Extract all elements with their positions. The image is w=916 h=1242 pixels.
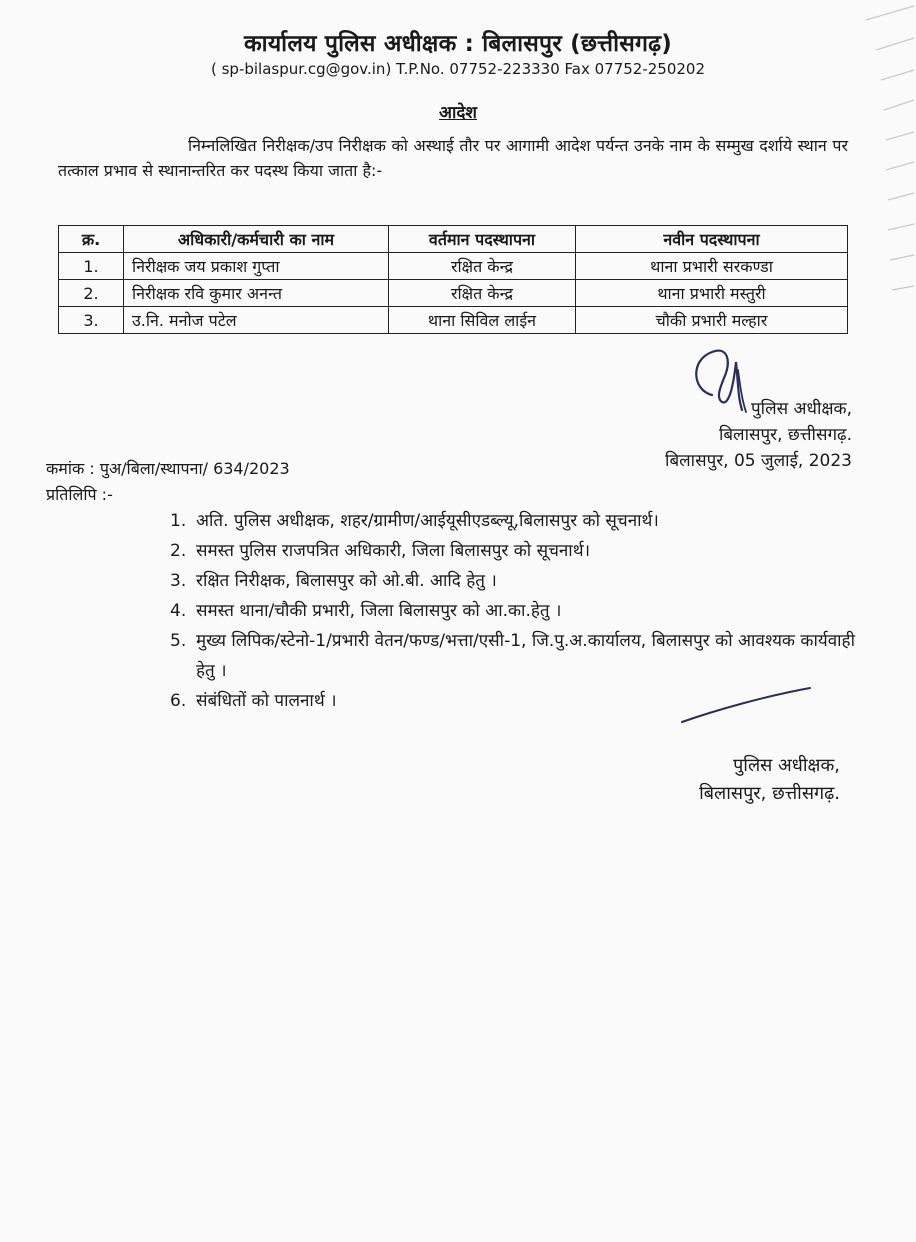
list-item [170, 596, 870, 626]
list-item-text: मुख्य लिपिक/स्टेनो-1/प्रभारी वेतन/फण्ड/भत्ता/एसी-1, जि.पु.अ.कार्यालय, बिलासपुर को आवश्यक कार्यवाही हेतु । [196, 631, 855, 681]
row-num: 3. [59, 307, 124, 334]
table-header-row [59, 226, 848, 253]
signatory-2-designation: पुलिस अधीक्षक, [733, 755, 840, 776]
signatory-1-designation: पुलिस अधीक्षक, [751, 399, 852, 419]
row-current: रक्षित केन्द्र [389, 280, 576, 307]
list-item-text: संबंधितों को पालनार्थ । [196, 691, 337, 711]
list-item-num: 4. [170, 601, 187, 621]
signature-mark-2-icon [676, 686, 816, 726]
list-item-text: समस्त पुलिस राजपत्रित अधिकारी, जिला बिलासपुर को सूचनार्थ। [196, 541, 591, 561]
row-name: निरीक्षक रवि कुमार अनन्त [124, 280, 389, 307]
row-num: 1. [59, 253, 124, 280]
reference-number: कमांक : पुअ/बिला/स्थापना/ 634/2023 [46, 459, 290, 478]
transfer-table [58, 225, 848, 334]
signatory-block-2 [600, 752, 840, 808]
header-new: नवीन पदस्थापना [576, 226, 848, 253]
office-title: कार्यालय पुलिस अधीक्षक : बिलासपुर (छत्तीसगढ़) [244, 31, 672, 57]
row-new: थाना प्रभारी मस्तुरी [576, 280, 848, 307]
office-contact: ( sp-bilaspur.cg@gov.in) T.P.No. 07752-223330 Fax 07752-250202 [211, 60, 705, 78]
row-num: 2. [59, 280, 124, 307]
list-item [170, 506, 870, 536]
list-item-text: रक्षित निरीक्षक, बिलासपुर को ओ.बी. आदि हेतु । [196, 571, 497, 591]
reference-block [46, 456, 290, 508]
list-item [170, 566, 870, 596]
row-current: रक्षित केन्द्र [389, 253, 576, 280]
row-new: थाना प्रभारी सरकण्डा [576, 253, 848, 280]
signatory-1-location: बिलासपुर, छत्तीसगढ़. [718, 425, 852, 445]
list-item-text: अति. पुलिस अधीक्षक, शहर/ग्रामीण/आईयूसीएडब्ल्यू,बिलासपुर को सूचनार्थ। [196, 511, 659, 531]
header-num: क्र. [59, 226, 124, 253]
copy-to-list [170, 506, 870, 716]
signatory-2-location: बिलासपुर, छत्तीसगढ़. [699, 783, 840, 804]
list-item-num: 5. [170, 631, 187, 651]
order-heading [0, 100, 916, 123]
list-item-num: 2. [170, 541, 187, 561]
table-row [59, 253, 848, 280]
order-heading-text: आदेश [439, 103, 477, 123]
list-item [170, 626, 870, 686]
list-item-num: 6. [170, 691, 187, 711]
signatory-block-1 [600, 396, 852, 474]
table-row [59, 280, 848, 307]
row-name: निरीक्षक जय प्रकाश गुप्ता [124, 253, 389, 280]
table-row [59, 307, 848, 334]
list-item-num: 3. [170, 571, 187, 591]
signatory-1-date: बिलासपुर, 05 जुलाई, 2023 [665, 451, 852, 471]
list-item-num: 1. [170, 511, 187, 531]
header-current: वर्तमान पदस्थापना [389, 226, 576, 253]
row-current: थाना सिविल लाईन [389, 307, 576, 334]
list-item-text: समस्त थाना/चौकी प्रभारी, जिला बिलासपुर को आ.का.हेतु । [196, 601, 562, 621]
list-item [170, 536, 870, 566]
row-name: उ.नि. मनोज पटेल [124, 307, 389, 334]
header-name: अधिकारी/कर्मचारी का नाम [124, 226, 389, 253]
row-new: चौकी प्रभारी मल्हार [576, 307, 848, 334]
copy-label: प्रतिलिपि :- [46, 485, 113, 504]
order-body: निम्नलिखित निरीक्षक/उप निरीक्षक को अस्थाई तौर पर आगामी आदेश पर्यन्त उनके नाम के सम्मुख दर्शाये स्थान पर तत्काल प्रभाव से स्थानान्तरित कर पदस्थ किया जाता है:- [58, 136, 848, 180]
